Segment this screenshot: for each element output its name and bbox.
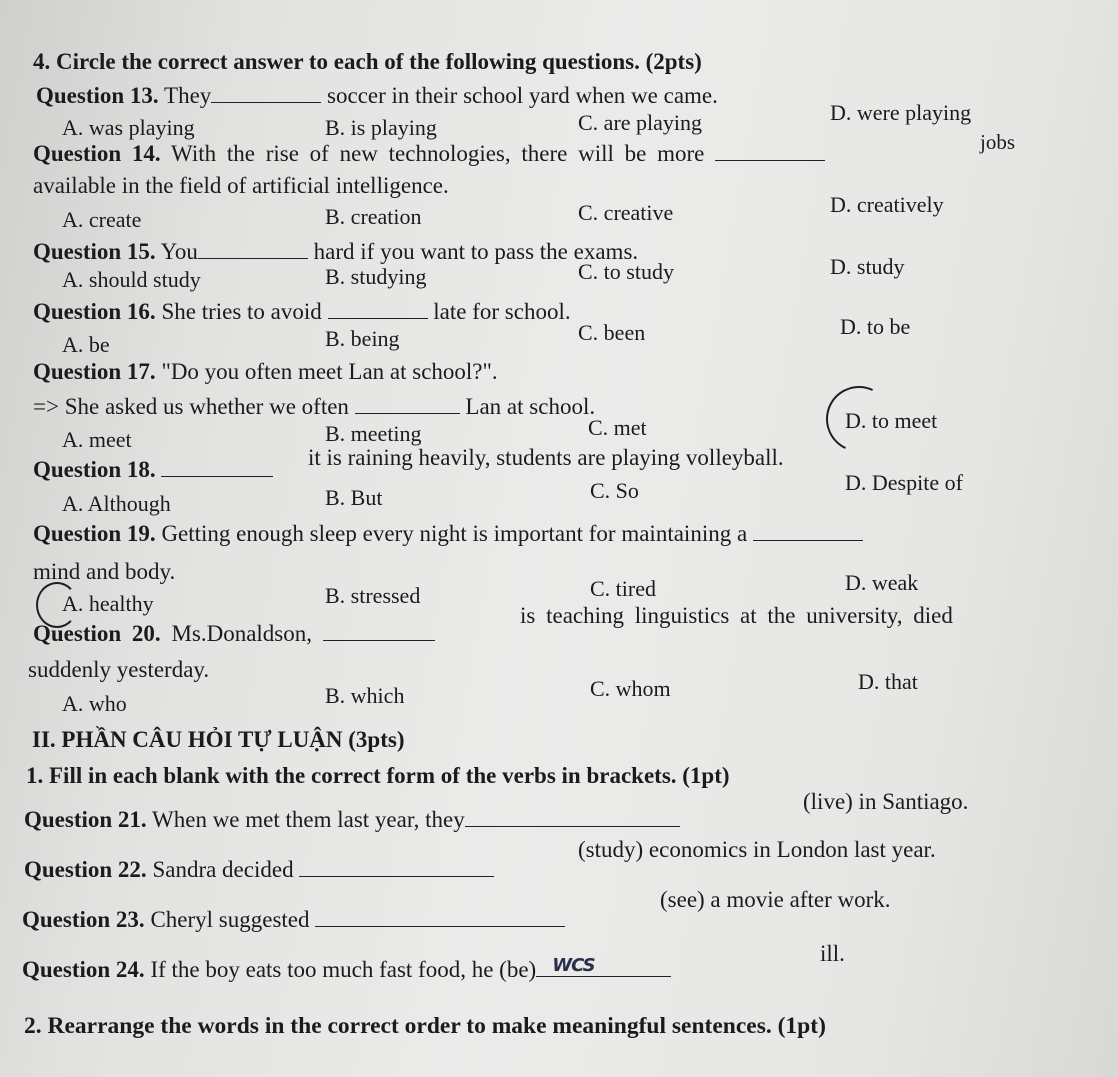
option-c[interactable]: C. been bbox=[578, 320, 646, 345]
option-b[interactable]: B. creation bbox=[325, 204, 422, 229]
question-text: If the boy eats too much fast food, he (be) bbox=[150, 957, 537, 982]
question-text: soccer in their school yard when we came. bbox=[327, 83, 718, 108]
option-d[interactable]: D. study bbox=[830, 254, 905, 279]
question-text: is teaching linguistics at the university, died bbox=[520, 603, 953, 628]
question-22 bbox=[24, 856, 494, 884]
question-text: They bbox=[164, 83, 212, 108]
question-24 bbox=[22, 956, 671, 984]
option-a[interactable]: A. was playing bbox=[62, 115, 195, 140]
option-b[interactable]: B. being bbox=[325, 326, 400, 351]
option-d[interactable]: D. to be bbox=[840, 314, 911, 339]
option-a[interactable]: A. meet bbox=[62, 427, 132, 452]
option-d[interactable]: D. Despite of bbox=[845, 470, 963, 495]
question-15 bbox=[33, 238, 638, 266]
section-heading: 4. Circle the correct answer to each of the following questions. (2pts) bbox=[33, 49, 702, 74]
question-text: it is raining heavily, students are playing volleyball. bbox=[308, 445, 784, 470]
option-b[interactable]: B. But bbox=[325, 485, 383, 510]
option-c[interactable]: C. to study bbox=[578, 259, 674, 284]
question-text: (see) a movie after work. bbox=[660, 887, 891, 912]
question-label: Question 19. bbox=[33, 521, 156, 546]
option-d[interactable]: D. were playing bbox=[830, 100, 972, 125]
question-continuation: available in the field of artificial intelligence. bbox=[33, 173, 449, 198]
question-label: Question 17. bbox=[33, 359, 156, 384]
question-18 bbox=[33, 456, 273, 484]
option-b[interactable]: B. meeting bbox=[325, 421, 422, 446]
question-continuation: mind and body. bbox=[33, 559, 176, 584]
question-label: Question 21. bbox=[24, 807, 147, 832]
answer-blank[interactable] bbox=[315, 908, 565, 927]
question-17-line2 bbox=[33, 393, 595, 421]
question-21 bbox=[24, 806, 680, 834]
option-b[interactable]: B. is playing bbox=[325, 115, 437, 140]
answer-blank[interactable] bbox=[355, 395, 460, 414]
question-text: ill. bbox=[820, 941, 845, 966]
question-text: You bbox=[160, 239, 198, 264]
question-label: Question 18. bbox=[33, 457, 156, 482]
question-label: Question 22. bbox=[24, 857, 147, 882]
question-text: When we met them last year, they bbox=[152, 807, 465, 832]
question-text: (study) economics in London last year. bbox=[578, 837, 936, 862]
question-label: Question 14. bbox=[33, 141, 161, 166]
answer-blank[interactable] bbox=[715, 142, 825, 161]
option-a[interactable]: A. create bbox=[62, 207, 142, 232]
question-17 bbox=[33, 358, 498, 386]
question-text: She tries to avoid bbox=[161, 299, 322, 324]
option-a[interactable]: A. healthy bbox=[62, 591, 154, 616]
question-text: => She asked us whether we often bbox=[33, 394, 349, 419]
option-b[interactable]: B. studying bbox=[325, 264, 427, 289]
question-label: Question 23. bbox=[22, 907, 145, 932]
answer-blank[interactable] bbox=[536, 955, 671, 977]
part2-subheading-2: 2. Rearrange the words in the correct order to make meaningful sentences. (1pt) bbox=[24, 1013, 826, 1039]
question-label: Question 24. bbox=[22, 957, 145, 982]
question-23 bbox=[22, 906, 565, 934]
option-d[interactable]: D. creatively bbox=[830, 192, 944, 217]
answer-blank[interactable] bbox=[198, 240, 308, 259]
part2-heading: II. PHẦN CÂU HỎI TỰ LUẬN (3pts) bbox=[32, 727, 405, 752]
question-text: Lan at school. bbox=[465, 394, 596, 419]
question-text: hard if you want to pass the exams. bbox=[313, 239, 639, 264]
question-text-end: jobs bbox=[980, 130, 1016, 154]
option-c[interactable]: C. met bbox=[588, 415, 647, 440]
option-d[interactable]: D. weak bbox=[845, 570, 919, 595]
option-c[interactable]: C. whom bbox=[590, 676, 671, 701]
question-text: With the rise of new technologies, there will be more bbox=[171, 141, 705, 166]
option-c[interactable]: C. tired bbox=[590, 576, 656, 601]
question-text: Cheryl suggested bbox=[150, 907, 310, 932]
option-a[interactable]: A. Although bbox=[62, 491, 171, 516]
answer-blank[interactable] bbox=[299, 858, 494, 877]
option-c[interactable]: C. So bbox=[590, 478, 639, 503]
question-text: (live) in Santiago. bbox=[803, 789, 969, 814]
question-20 bbox=[33, 620, 435, 648]
question-label: Question 13. bbox=[36, 83, 159, 108]
question-label: Question 15. bbox=[33, 239, 156, 264]
question-text: Ms.Donaldson, bbox=[171, 621, 312, 646]
question-label: Question 20. bbox=[33, 621, 161, 646]
handwritten-answer: WCS bbox=[552, 955, 595, 976]
option-b[interactable]: B. which bbox=[325, 683, 405, 708]
answer-blank[interactable] bbox=[211, 84, 321, 103]
option-a[interactable]: A. who bbox=[62, 691, 127, 716]
hand-drawn-circle bbox=[817, 377, 902, 462]
option-d[interactable]: D. that bbox=[858, 669, 918, 694]
answer-blank[interactable] bbox=[465, 808, 680, 827]
option-a[interactable]: A. should study bbox=[62, 267, 201, 292]
question-19 bbox=[33, 520, 863, 548]
question-text: Sandra decided bbox=[152, 857, 294, 882]
question-label: Question 16. bbox=[33, 299, 156, 324]
answer-blank[interactable] bbox=[323, 622, 435, 641]
option-b[interactable]: B. stressed bbox=[325, 583, 421, 608]
question-text: late for school. bbox=[433, 299, 571, 324]
question-continuation: suddenly yesterday. bbox=[28, 657, 210, 682]
answer-blank[interactable] bbox=[753, 522, 863, 541]
option-c[interactable]: C. creative bbox=[578, 200, 674, 225]
option-d[interactable]: D. to meet bbox=[845, 408, 938, 433]
question-text: Getting enough sleep every night is important for maintaining a bbox=[161, 521, 748, 546]
question-text: "Do you often meet Lan at school?". bbox=[161, 359, 498, 384]
question-13 bbox=[36, 82, 718, 110]
option-c[interactable]: C. are playing bbox=[578, 110, 703, 135]
answer-blank[interactable] bbox=[328, 300, 428, 319]
answer-blank[interactable] bbox=[161, 458, 273, 477]
question-16 bbox=[33, 298, 571, 326]
question-14 bbox=[33, 140, 825, 168]
option-a[interactable]: A. be bbox=[62, 332, 110, 357]
part2-subheading: 1. Fill in each blank with the correct form of the verbs in brackets. (1pt) bbox=[26, 763, 730, 788]
